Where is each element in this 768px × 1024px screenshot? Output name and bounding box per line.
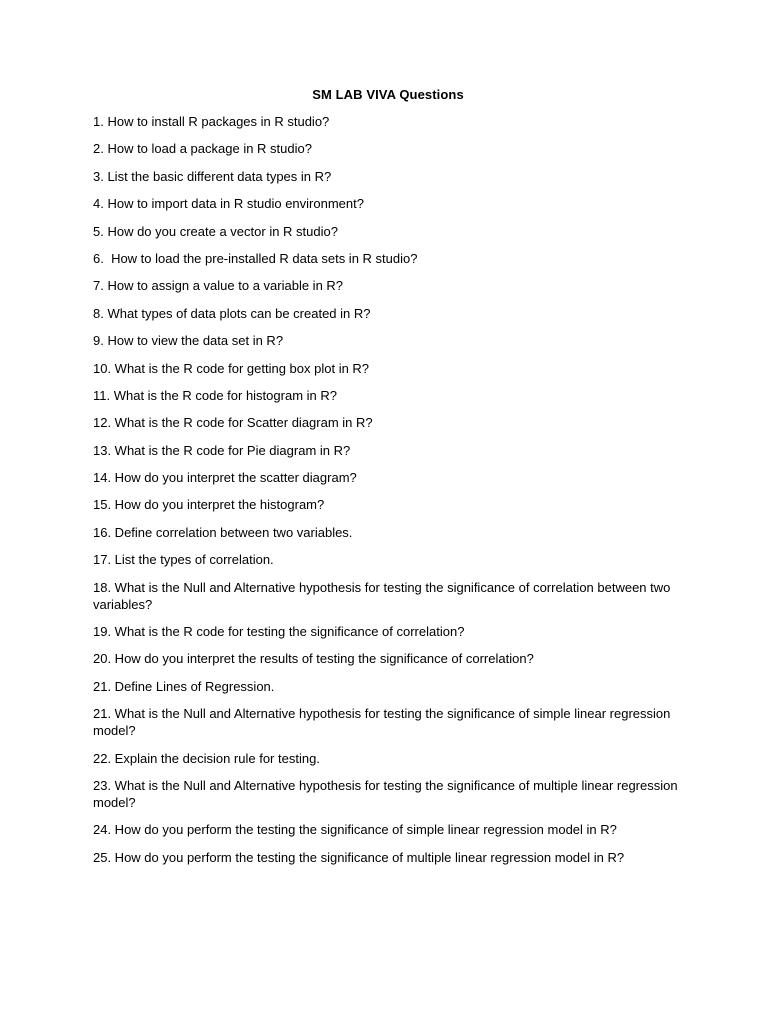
question-item: 17. List the types of correlation. bbox=[93, 552, 274, 568]
document-page bbox=[93, 86, 683, 876]
question-item: 20. How do you interpret the results of testing the significance of correlation? bbox=[93, 651, 534, 667]
question-item: 9. How to view the data set in R? bbox=[93, 333, 284, 349]
question-item: 19. What is the R code for testing the significance of correlation? bbox=[93, 624, 465, 640]
question-item: 22. Explain the decision rule for testing. bbox=[93, 750, 320, 766]
question-item: 10. What is the R code for getting box plot in R? bbox=[93, 360, 370, 376]
question-item: 21. Define Lines of Regression. bbox=[93, 678, 275, 694]
question-item: 3. List the basic different data types in R? bbox=[93, 168, 332, 184]
question-item: 13. What is the R code for Pie diagram in R? bbox=[93, 442, 351, 458]
question-item: 11. What is the R code for histogram in R? bbox=[93, 387, 337, 403]
question-item: 8. What types of data plots can be created in R? bbox=[93, 305, 371, 321]
question-item: 12. What is the R code for Scatter diagram in R? bbox=[93, 415, 373, 431]
question-item: 16. Define correlation between two variables. bbox=[93, 524, 353, 540]
question-item: 4. How to import data in R studio environment? bbox=[93, 196, 364, 212]
document-title: SM LAB VIVA Questions bbox=[312, 87, 464, 102]
question-item: 2. How to load a package in R studio? bbox=[93, 141, 312, 157]
question-item: 23. What is the Null and Alternative hypothesis for testing the significance of multiple linear regression model? bbox=[93, 777, 682, 810]
question-item: 15. How do you interpret the histogram? bbox=[93, 497, 325, 513]
question-item: 18. What is the Null and Alternative hypothesis for testing the significance of correlation between two variables? bbox=[93, 579, 675, 612]
question-item: 7. How to assign a value to a variable in R? bbox=[93, 278, 344, 294]
question-item: 1. How to install R packages in R studio? bbox=[93, 114, 330, 129]
question-item: 25. How do you perform the testing the significance of multiple linear regression model in R? bbox=[93, 849, 625, 865]
question-item: 24. How do you perform the testing the significance of simple linear regression model in R? bbox=[93, 822, 617, 838]
question-list bbox=[93, 113, 683, 866]
question-item: 21. What is the Null and Alternative hypothesis for testing the significance of simple linear regression model? bbox=[93, 706, 674, 739]
question-item: 5. How do you create a vector in R studio? bbox=[93, 223, 338, 239]
question-item: 14. How do you interpret the scatter diagram? bbox=[93, 470, 357, 486]
question-item: 6. How to load the pre-installed R data sets in R studio? bbox=[93, 250, 418, 266]
